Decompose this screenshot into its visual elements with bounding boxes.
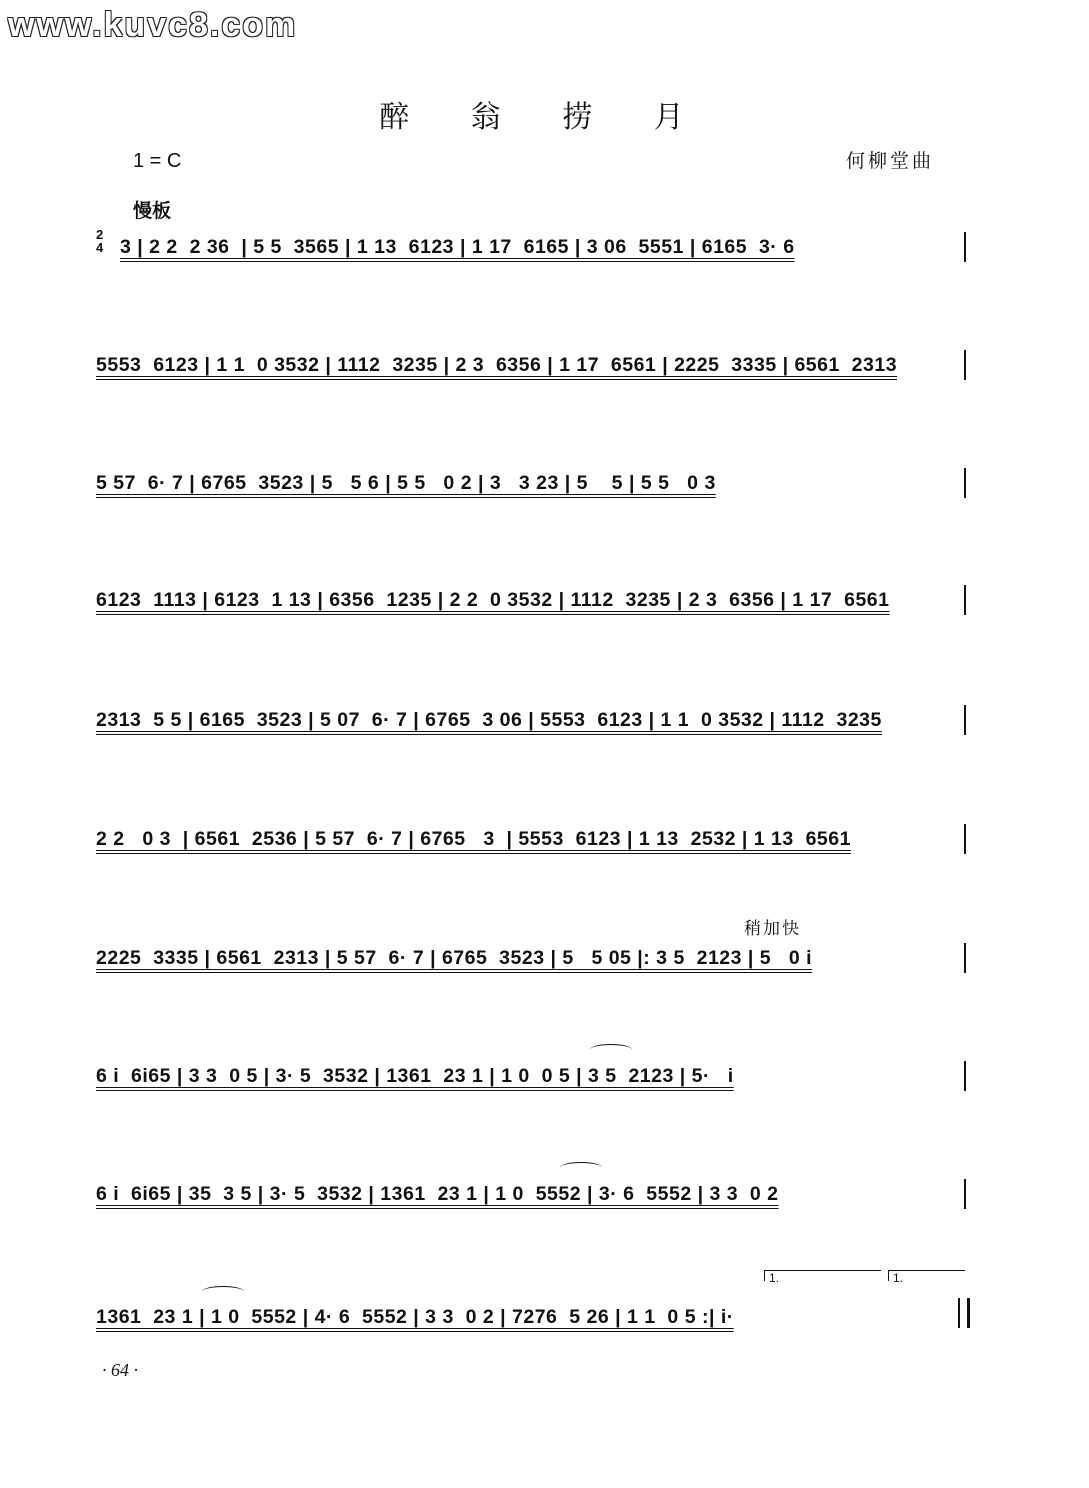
tempo-change-marking: 稍加快 [744, 919, 801, 938]
notation-row-3 [96, 468, 966, 512]
barline [964, 824, 966, 854]
volta-label-2: 1. [893, 1271, 904, 1285]
notation-line: 2225 3335 | 6561 2313 | 5 57 6· 7 | 6765 3523 | 5 5 05 |: 3 5 2123 | 5 0 i [96, 947, 813, 969]
notation-row-6 [96, 824, 966, 868]
barline [964, 468, 966, 498]
time-signature-bottom: 4 [96, 240, 104, 255]
barline [964, 943, 966, 973]
barline [964, 585, 966, 615]
song-title: 醉 翁 捞 月 [379, 100, 710, 135]
notation-line: 5553 6123 | 1 1 0 3532 | 1112 3235 | 2 3 6356 | 1 17 6561 | 2225 3335 | 6561 2313 [96, 354, 898, 376]
notation-line: 3 | 2 2 2 36 | 5 5 3565 | 1 13 6123 | 1 17 6165 | 3 06 5551 | 6165 3· 6 [120, 236, 795, 258]
tempo-marking: 慢板 [133, 201, 172, 222]
notation-row-7 [96, 943, 966, 987]
notation-row-1 [120, 232, 966, 276]
tie-arc [202, 1286, 244, 1297]
notation-line: 1361 23 1 | 1 0 5552 | 4· 6 5552 | 3 3 0 2 | 7276 5 26 | 1 1 0 5 :| i· [96, 1306, 734, 1328]
notation-line: 6 i 6i65 | 35 3 5 | 3· 5 3532 | 1361 23 1 | 1 0 5552 | 3· 6 5552 | 3 3 0 2 [96, 1183, 779, 1205]
watermark-text: www.kuvc8.com [8, 6, 298, 44]
volta-label-1: 1. [769, 1271, 780, 1285]
notation-line: 5 57 6· 7 | 6765 3523 | 5 5 6 | 5 5 0 2 | 3 3 23 | 5 5 | 5 5 0 3 [96, 472, 716, 494]
volta-bracket-2 [888, 1270, 965, 1285]
notation-line: 2313 5 5 | 6165 3523 | 5 07 6· 7 | 6765 3 06 | 5553 6123 | 1 1 0 3532 | 1112 3235 [96, 709, 882, 731]
composer: 何柳堂曲 [846, 151, 935, 172]
notation-row-9 [96, 1179, 966, 1223]
page-number: · 64 · [102, 1360, 138, 1380]
notation-row-4 [96, 585, 966, 629]
barline [964, 350, 966, 380]
notation-line: 6 i 6i65 | 3 3 0 5 | 3· 5 3532 | 1361 23 1 | 1 0 0 5 | 3 5 2123 | 5· i [96, 1065, 734, 1087]
final-barline [958, 1298, 970, 1328]
barline [964, 1061, 966, 1091]
notation-row-2 [96, 350, 966, 394]
tie-arc [590, 1044, 632, 1055]
barline [964, 705, 966, 735]
notation-row-5 [96, 705, 966, 749]
time-signature [96, 228, 103, 254]
time-signature-top: 2 [96, 227, 104, 242]
notation-line: 2 2 0 3 | 6561 2536 | 5 57 6· 7 | 6765 3 | 5553 6123 | 1 13 2532 | 1 13 6561 [96, 828, 851, 850]
key-signature: 1 = C [133, 150, 182, 172]
notation-row-10 [96, 1302, 966, 1346]
tie-arc [560, 1162, 602, 1173]
barline [964, 1179, 966, 1209]
barline [964, 232, 966, 262]
notation-line: 6123 1113 | 6123 1 13 | 6356 1235 | 2 2 0 3532 | 1112 3235 | 2 3 6356 | 1 17 6561 [96, 589, 890, 611]
notation-row-8 [96, 1061, 966, 1105]
volta-bracket-1 [764, 1270, 881, 1285]
